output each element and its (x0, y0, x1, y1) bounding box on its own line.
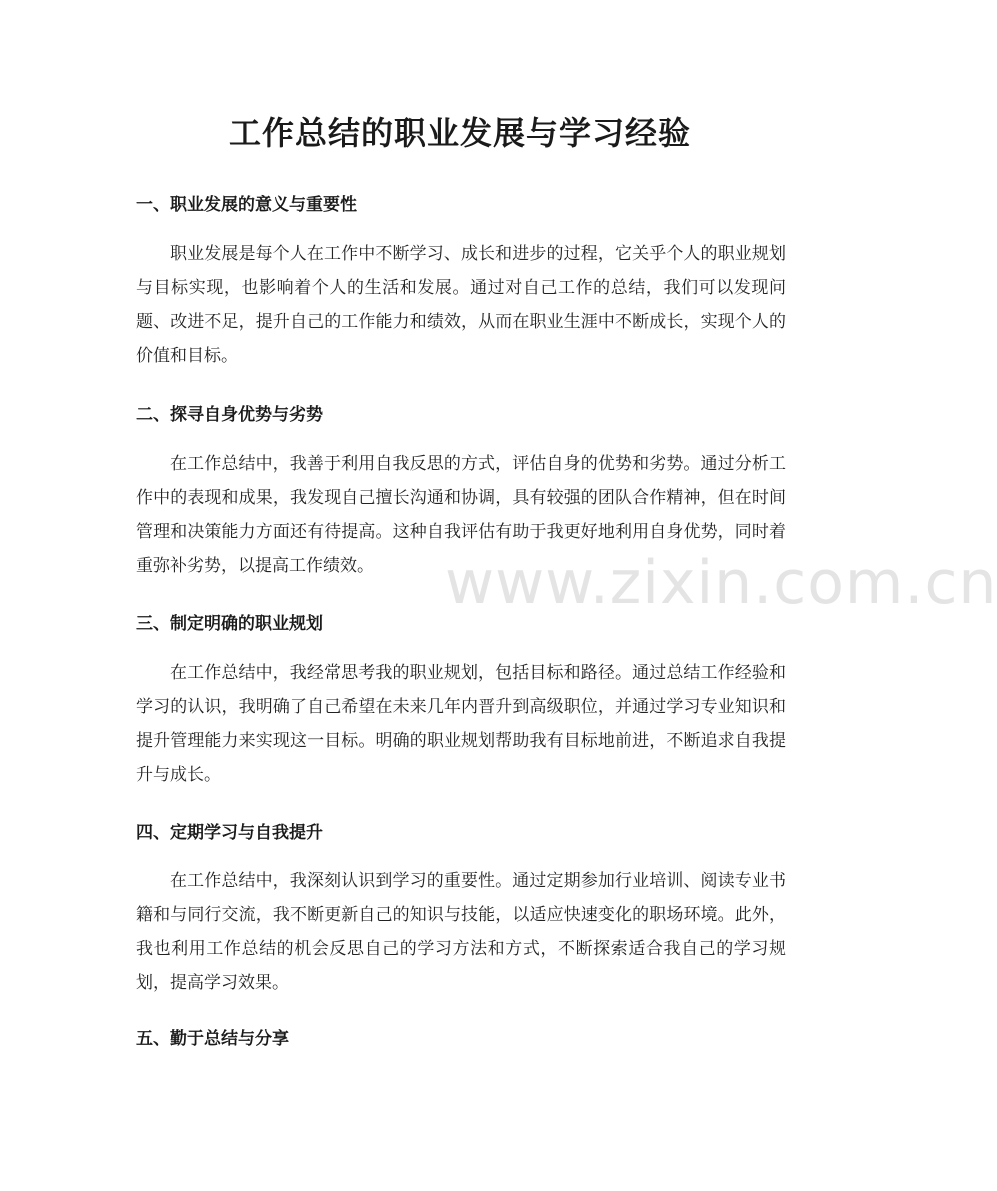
section-body-3: 在工作总结中，我经常思考我的职业规划，包括目标和路径。通过总结工作经验和学习的认识，我明确了自己希望在未来几年内晋升到高级职位，并通过学习专业知识和提升管理能力来实现这一目标。明确的职业规划帮助我有目标地前进，不断追求自我提升与成长。 (136, 663, 786, 785)
section-heading-5: 五、勤于总结与分享 (136, 1029, 289, 1049)
document-title: 工作总结的职业发展与学习经验 (228, 114, 691, 152)
section-heading-1: 一、职业发展的意义与重要性 (136, 195, 357, 215)
section-body-2: 在工作总结中，我善于利用自我反思的方式，评估自身的优势和劣势。通过分析工作中的表现和成果，我发现自己擅长沟通和协调，具有较强的团队合作精神，但在时间管理和决策能力方面还有待提高。这种自我评估有助于我更好地利用自身优势，同时着重弥补劣势，以提高工作绩效。 (136, 454, 786, 576)
section-heading-3: 三、制定明确的职业规划 (136, 614, 323, 634)
section-heading-4: 四、定期学习与自我提升 (136, 823, 323, 843)
section-body-4: 在工作总结中，我深刻认识到学习的重要性。通过定期参加行业培训、阅读专业书籍和与同行交流，我不断更新自己的知识与技能，以适应快速变化的职场环境。此外，我也利用工作总结的机会反思自己的学习方法和方式，不断探索适合我自己的学习规划，提高学习效果。 (136, 871, 786, 993)
section-body-1: 职业发展是每个人在工作中不断学习、成长和进步的过程，它关乎个人的职业规划与目标实现，也影响着个人的生活和发展。通过对自己工作的总结，我们可以发现问题、改进不足，提升自己的工作能力和绩效，从而在职业生涯中不断成长，实现个人的价值和目标。 (136, 244, 786, 366)
section-heading-2: 二、探寻自身优势与劣势 (136, 405, 323, 425)
watermark-text: www.zixin.com.cn (445, 548, 997, 618)
